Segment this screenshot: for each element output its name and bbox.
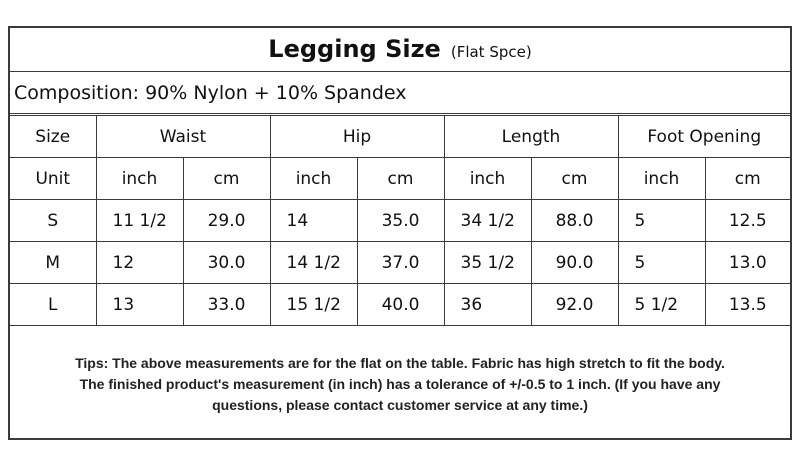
size-table xyxy=(10,115,790,326)
hip-cm-cell: 40.0 xyxy=(357,284,444,326)
header-waist: Waist xyxy=(96,116,270,158)
table-row xyxy=(10,242,790,284)
length-inch-cell: 36 xyxy=(444,284,531,326)
foot-cm-cell: 12.5 xyxy=(705,200,790,242)
header-size: Size xyxy=(10,116,96,158)
header-foot-opening: Foot Opening xyxy=(618,116,790,158)
chart-title: Legging Size xyxy=(268,35,441,63)
waist-cm-cell: 33.0 xyxy=(183,284,270,326)
unit-cm: cm xyxy=(531,158,618,200)
length-cm-cell: 92.0 xyxy=(531,284,618,326)
waist-inch-cell: 12 xyxy=(96,242,183,284)
unit-inch: inch xyxy=(96,158,183,200)
tips-note xyxy=(10,333,790,438)
tips-line: Tips: The above measurements are for the flat on the table. Fabric has high stretch to fit the body. xyxy=(75,355,725,371)
waist-cm-cell: 29.0 xyxy=(183,200,270,242)
header-length: Length xyxy=(444,116,618,158)
unit-cm: cm xyxy=(705,158,790,200)
hip-inch-cell: 14 xyxy=(270,200,357,242)
size-cell: L xyxy=(10,284,96,326)
unit-inch: inch xyxy=(444,158,531,200)
unit-row xyxy=(10,158,790,200)
header-row xyxy=(10,116,790,158)
chart-subtitle: (Flat Spce) xyxy=(450,43,532,61)
size-chart xyxy=(8,26,792,440)
tips-line: The finished product's measurement (in inch) has a tolerance of +/-0.5 to 1 inch. (If you have any xyxy=(79,376,721,392)
length-cm-cell: 90.0 xyxy=(531,242,618,284)
tips-line: questions, please contact customer service at any time.) xyxy=(212,397,588,413)
hip-inch-cell: 15 1/2 xyxy=(270,284,357,326)
table-row xyxy=(10,200,790,242)
foot-cm-cell: 13.5 xyxy=(705,284,790,326)
foot-inch-cell: 5 1/2 xyxy=(618,284,705,326)
waist-cm-cell: 30.0 xyxy=(183,242,270,284)
waist-inch-cell: 11 1/2 xyxy=(96,200,183,242)
header-hip: Hip xyxy=(270,116,444,158)
length-inch-cell: 34 1/2 xyxy=(444,200,531,242)
waist-inch-cell: 13 xyxy=(96,284,183,326)
size-cell: S xyxy=(10,200,96,242)
table-row xyxy=(10,284,790,326)
hip-cm-cell: 37.0 xyxy=(357,242,444,284)
foot-cm-cell: 13.0 xyxy=(705,242,790,284)
hip-cm-cell: 35.0 xyxy=(357,200,444,242)
foot-inch-cell: 5 xyxy=(618,200,705,242)
foot-inch-cell: 5 xyxy=(618,242,705,284)
unit-inch: inch xyxy=(618,158,705,200)
unit-inch: inch xyxy=(270,158,357,200)
length-cm-cell: 88.0 xyxy=(531,200,618,242)
length-inch-cell: 35 1/2 xyxy=(444,242,531,284)
title-row xyxy=(10,28,790,72)
hip-inch-cell: 14 1/2 xyxy=(270,242,357,284)
unit-cm: cm xyxy=(357,158,444,200)
unit-cm: cm xyxy=(183,158,270,200)
size-cell: M xyxy=(10,242,96,284)
unit-label: Unit xyxy=(10,158,96,200)
composition: Composition: 90% Nylon + 10% Spandex xyxy=(10,72,790,114)
